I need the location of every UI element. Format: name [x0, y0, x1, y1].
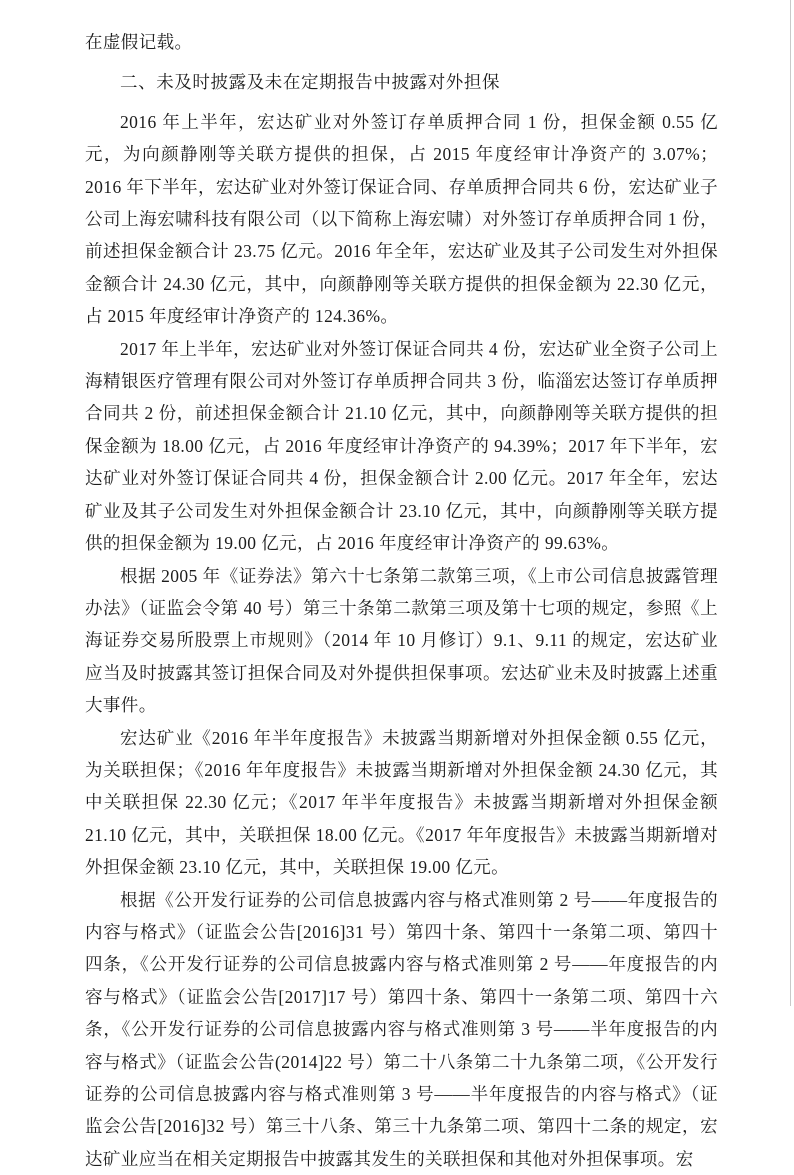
paragraph-undisclosed-in-periodic-reports: 宏达矿业《2016 年半年度报告》未披露当期新增对外担保金额 0.55 亿元，为关联担保；《2016 年年度报告》未披露当期新增对外担保金额 24.30 亿元，其中关联担保 22.30 亿元；《2017 年半年度报告》未披露当期新增对外担保金额 21.10 亿元，其中，关联担保 18.00 亿元。《2017 年年度报告》未披露当期新增对外担保金额 23.10 亿元，其中，关联担保 19.00 亿元。 [85, 727, 718, 878]
scan-page-edge-line [790, 0, 791, 1006]
section-heading: 二、未及时披露及未在定期报告中披露对外担保 [120, 72, 501, 93]
document-body [85, 26, 718, 1175]
continuation-line: 在虚假记载。 [85, 32, 193, 52]
paragraph-legal-basis-timely-disclosure: 根据 2005 年《证券法》第六十七条第二款第三项，《上市公司信息披露管理办法》（证监会令第 40 号）第三十条第二款第三项及第十七项的规定，参照《上海证券交易所股票上市规则》（2014 年 10 月修订）9.1、9.11 的规定，宏达矿业应当及时披露其签订担保合同及对外提供担保事项。宏达矿业未及时披露上述重大事件。 [85, 565, 718, 716]
paragraph-2017-guarantees: 2017 年上半年，宏达矿业对外签订保证合同共 4 份，宏达矿业全资子公司上海精银医疗管理有限公司对外签订存单质押合同共 3 份，临淄宏达签订存单质押合同共 2 份，前述担保金额合计 21.10 亿元，其中，向颜静刚等关联方提供的担保金额为 18.00 亿元，占 2016 年度经审计净资产的 94.39%；2017 年下半年，宏达矿业对外签订保证合同共 4 份，担保金额合计 2.00 亿元。2017 年全年，宏达矿业及其子公司发生对外担保金额合计 23.10 亿元，其中，向颜静刚等关联方提供的担保金额为 19.00 亿元，占 2016 年度经审计净资产的 99.63%。 [85, 338, 718, 554]
paragraph-2016-guarantees: 2016 年上半年，宏达矿业对外签订存单质押合同 1 份，担保金额 0.55 亿元，为向颜静刚等关联方提供的担保，占 2015 年度经审计净资产的 3.07%；2016 年下半年，宏达矿业对外签订保证合同、存单质押合同共 6 份，宏达矿业子公司上海宏啸科技有限公司（以下简称上海宏啸）对外签订存单质押合同 1 份，前述担保金额合计 23.75 亿元。2016 年全年，宏达矿业及其子公司发生对外担保金额合计 24.30 亿元，其中，向颜静刚等关联方提供的担保金额为 22.30 亿元，占 2015 年度经审计净资产的 124.36%。 [85, 111, 718, 327]
paragraph-legal-basis-periodic-reports: 根据《公开发行证券的公司信息披露内容与格式准则第 2 号——年度报告的内容与格式》（证监会公告[2016]31 号）第四十条、第四十一条第二项、第四十四条，《公开发行证券的公司信息披露内容与格式准则第 2 号——年度报告的内容与格式》（证监会公告[2017]17 号）第四十条、第四十一条第二项、第四十六条，《公开发行证券的公司信息披露内容与格式准则第 3 号——半年度报告的内容与格式》（证监会公告(2014]22 号）第二十八条第二十九条第二项，《公开发行证券的公司信息披露内容与格式准则第 3 号——半年度报告的内容与格式》（证监会公告[2016]32 号）第三十八条、第三十九条第二项、第四十二条的规定，宏达矿业应当在相关定期报告中披露其发生的关联担保和其他对外担保事项。宏 [85, 889, 718, 1169]
